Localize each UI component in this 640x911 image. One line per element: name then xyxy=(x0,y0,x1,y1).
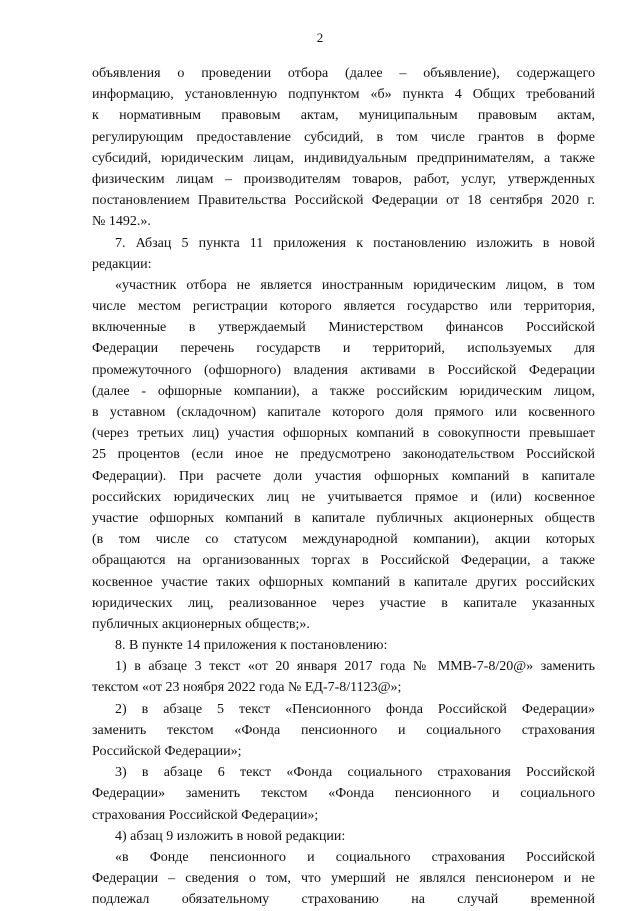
text-line: 25 процентов (если иное не предусмотрено законодательством Российской xyxy=(92,447,595,463)
text-line: косвенное участие таких офшорных компаний в капитале других российских xyxy=(92,574,595,590)
text-line: физическим лицам – производителям товаров, работ, услуг, утвержденных xyxy=(92,171,595,187)
paragraph xyxy=(92,233,595,275)
text-line: 7. Абзац 5 пункта 11 приложения к постановлению изложить в новой xyxy=(115,235,595,251)
text-line: числе местом регистрации которого является государство или территория, xyxy=(92,299,595,315)
paragraph xyxy=(92,635,595,656)
text-line: 2) в абзаце 5 текст «Пенсионного фонда Российской Федерации» xyxy=(115,701,595,717)
text-line: публичных акционерных обществ;». xyxy=(92,616,310,632)
text-line: Федерации» заменить текстом «Фонда пенсионного и социального xyxy=(92,786,595,802)
text-line: (в том числе со статусом международной компании), акции которых xyxy=(92,532,595,548)
text-line: 4) абзац 9 изложить в новой редакции: xyxy=(115,828,346,844)
text-line: в уставном (складочном) капитале которого доля прямого или косвенного xyxy=(92,405,595,420)
document-body xyxy=(92,63,595,911)
text-line: текстом «от 23 ноября 2022 года № ЕД-7-8/1123@»; xyxy=(92,680,402,696)
text-line: редакции: xyxy=(92,256,152,272)
text-line: страхования Российской Федерации»; xyxy=(92,807,319,823)
text-line: подлежал обязательному страхованию на случай временной xyxy=(92,892,595,908)
text-line: к нормативным правовым актам, муниципальным правовым актам, xyxy=(92,108,595,124)
text-line: 3) в абзаце 6 текст «Фонда социального страхования Российской xyxy=(115,765,595,781)
paragraph xyxy=(92,847,595,911)
text-line: постановлением Правительства Российской Федерации от 18 сентября 2020 г. xyxy=(92,193,595,209)
text-line: регулирующим предоставление субсидий, в том числе грантов в форме xyxy=(92,129,595,145)
text-line: Федерации – сведения о том, что умерший не являлся пенсионером и не xyxy=(92,871,595,887)
text-line: включенные в утверждаемый Министерством финансов Российской xyxy=(92,320,595,336)
text-line: обращаются на организованных торгах в Российской Федерации, а также xyxy=(92,553,595,569)
text-line: Российской Федерации»; xyxy=(92,744,242,759)
text-line: российских юридических лиц не учитывается прямое и (или) косвенное xyxy=(92,489,595,505)
text-line: 8. В пункте 14 приложения к постановлению: xyxy=(115,638,388,654)
text-line: субсидий, юридическим лицам, индивидуальным предпринимателям, а также xyxy=(92,150,595,166)
paragraph xyxy=(92,275,595,635)
text-line: «участник отбора не является иностранным юридическим лицом, в том xyxy=(115,277,595,293)
text-line: Федерации). При расчете доли участия офшорных компаний в капитале xyxy=(92,468,595,484)
text-line: (через третьих лиц) участия офшорных компаний в совокупности превышает xyxy=(92,426,595,442)
text-line: Федерации перечень государств и территорий, используемых для xyxy=(92,341,595,357)
text-line: «в Фонде пенсионного и социального страхования Российской xyxy=(115,849,595,865)
paragraph xyxy=(92,699,595,763)
paragraph xyxy=(92,826,595,847)
text-line: информацию, установленную подпунктом «б» пункта 4 Общих требований xyxy=(92,87,595,103)
paragraph xyxy=(92,656,595,698)
text-line: № 1492.». xyxy=(92,214,151,230)
text-line: юридических лиц, реализованное через участие в капитале указанных xyxy=(92,595,595,611)
text-line: промежуточного (офшорного) владения активами в Российской Федерации xyxy=(92,362,595,378)
paragraph xyxy=(92,63,595,233)
text-line: заменить текстом «Фонда пенсионного и социального страхования xyxy=(92,722,595,738)
page-number: 2 xyxy=(316,30,324,45)
text-line: 1) в абзаце 3 текст «от 20 января 2017 года № ММВ-7-8/20@» заменить xyxy=(115,659,595,675)
text-line: объявления о проведении отбора (далее – объявление), содержащего xyxy=(92,66,595,81)
text-line: участие офшорных компаний в капитале публичных акционерных обществ xyxy=(92,510,595,526)
text-line: (далее - офшорные компании), а также российским юридическим лицом, xyxy=(92,383,595,399)
paragraph xyxy=(92,762,595,826)
